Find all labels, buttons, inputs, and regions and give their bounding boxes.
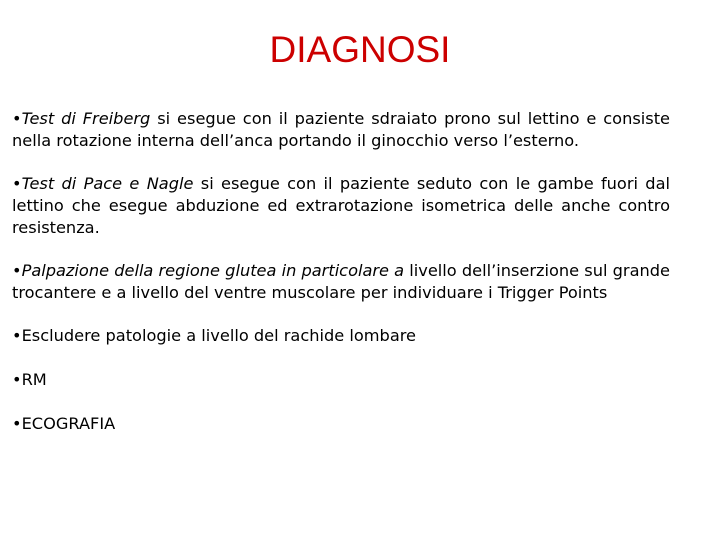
list-item-ecografia: [12, 413, 670, 435]
bullet-mark: •: [12, 261, 22, 280]
bullet-mark: •: [12, 109, 22, 128]
item-text: Escludere patologie a livello del rachide lombare: [21, 326, 416, 345]
item-text: RM: [21, 370, 47, 389]
item-lead: Palpazione della regione glutea in particolare a: [21, 261, 405, 280]
item-lead: Test di Freiberg: [21, 109, 151, 128]
item-text: ECOGRAFIA: [21, 414, 116, 433]
list-item-freiberg: [12, 108, 670, 152]
bullet-mark: •: [12, 326, 22, 345]
list-item-rm: [12, 369, 670, 391]
list-item-palpazione: [12, 260, 670, 304]
item-text: si esegue con il paziente sdraiato prono sul lettino e consiste nella rotazione interna dell’anca portando il ginocchio verso l’esterno.: [12, 109, 671, 150]
bullet-mark: •: [12, 174, 22, 193]
item-text: si esegue con il paziente seduto con le gambe fuori dal lettino che esegue abduzione ed extrarotazione isometrica delle anche contro resistenza.: [12, 174, 670, 237]
bullet-mark: •: [12, 414, 22, 433]
page-title: DIAGNOSI: [269, 29, 451, 70]
bullet-list: [12, 108, 670, 457]
list-item-escludere: [12, 325, 670, 347]
bullet-mark: •: [12, 370, 22, 389]
list-item-pace-nagle: [12, 173, 670, 239]
item-lead: Test di Pace e Nagle: [21, 174, 194, 193]
item-text: livello dell’inserzione sul grande trocantere e a livello del ventre muscolare per individuare i Trigger Points: [12, 261, 670, 302]
